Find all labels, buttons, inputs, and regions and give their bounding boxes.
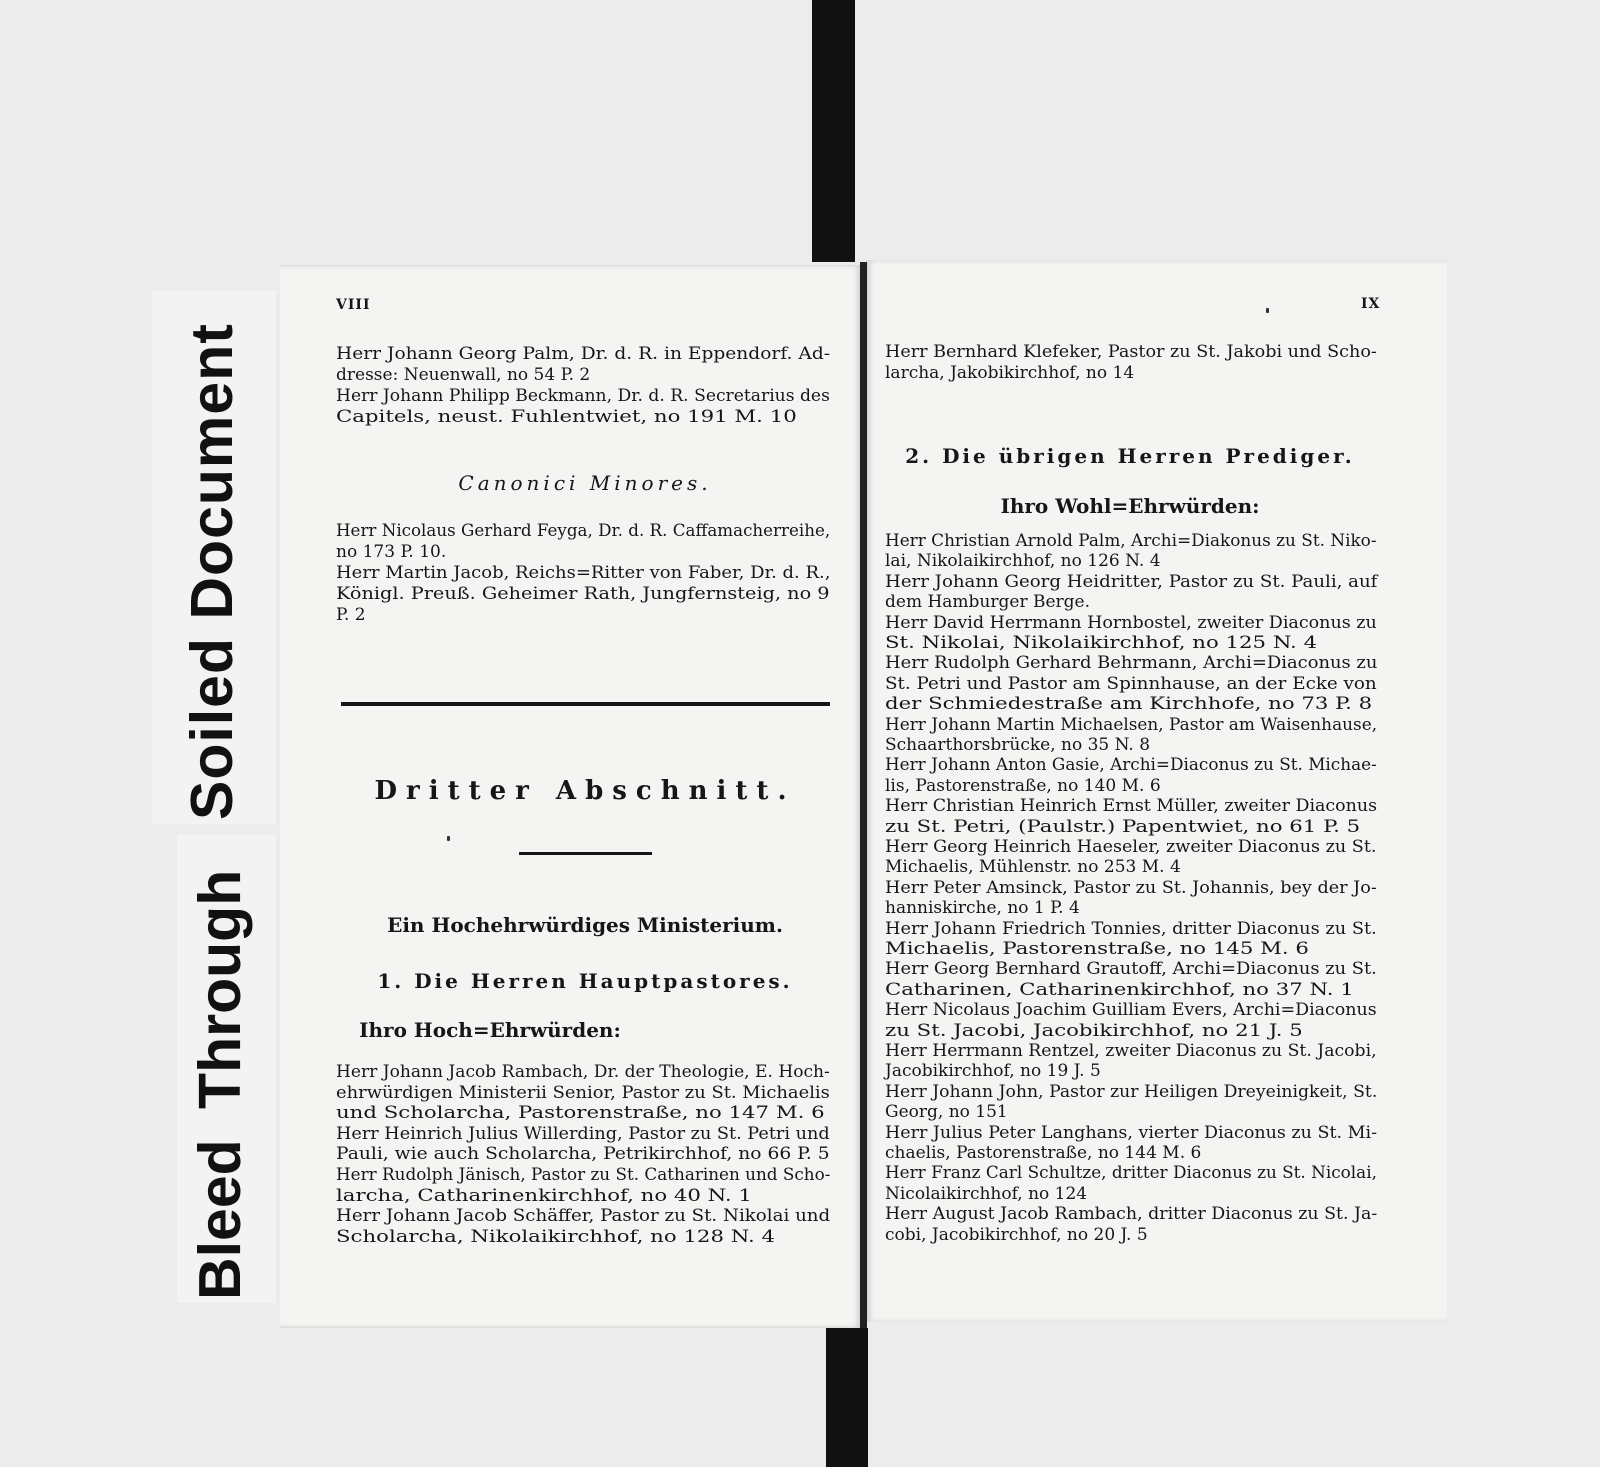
ink-speck [1266, 308, 1269, 313]
entry-line-continuation: larcha, Jakobikirchhof, no 14 [885, 363, 1135, 383]
entry-line-continuation: Königl. Preuß. Geheimer Rath, Jungfernsteig, no 9 [336, 584, 830, 604]
entry-line-continuation: St. Petri und Pastor am Spinnhause, an der Ecke von [885, 673, 1377, 694]
entry-line-continuation: Pauli, wie auch Scholarcha, Petrikirchhof, no 66 P. 5 [336, 1144, 830, 1165]
binding-strip-bottom [826, 1328, 868, 1467]
section-rule [341, 702, 830, 706]
entry-line-continuation: Schaarthorsbrücke, no 35 N. 8 [885, 735, 1151, 755]
entry-line-start: Herr Georg Heinrich Haeseler, zweiter Diaconus zu St. [885, 837, 1377, 857]
entry-line-start: Herr Georg Bernhard Grautoff, Archi=Diaconus zu St. [885, 959, 1377, 980]
entry-line-continuation: St. Nikolai, Nikolaikirchhof, no 125 N. 4 [885, 633, 1318, 653]
entry-line-continuation: und Scholarcha, Pastorenstraße, no 147 M. 6 [336, 1103, 825, 1124]
heading-hauptpastores: 1. Die Herren Hauptpastores. [377, 969, 793, 993]
entry-line-continuation: Georg, no 151 [885, 1102, 1008, 1123]
entry-line-continuation: Catharinen, Catharinenkirchhof, no 37 N. 1 [885, 979, 1354, 1000]
entry-line-start: Herr Heinrich Julius Willerding, Pastor zu St. Petri und [336, 1123, 830, 1144]
entry-line-start: Herr Herrmann Rentzel, zweiter Diaconus zu St. Jacobi, [885, 1041, 1377, 1061]
entry-line-start: Herr Johann Jacob Rambach, Dr. der Theologie, E. Hoch- [336, 1062, 830, 1082]
binding-strip-top [812, 0, 855, 262]
entry-line-continuation: Scholarcha, Nikolaikirchhof, no 128 N. 4 [336, 1226, 775, 1247]
ink-speck [447, 836, 450, 841]
right-page-number: IX [1361, 296, 1381, 312]
entry-line-start: Herr Martin Jacob, Reichs=Ritter von Faber, Dr. d. R., [336, 563, 831, 583]
entry-line-start: Herr David Herrmann Hornbostel, zweiter Diaconus zu [885, 612, 1377, 633]
entry-line-start: Herr Peter Amsinck, Pastor zu St. Johannis, bey der Jo- [885, 877, 1377, 898]
heading-dritter-abschnitt: Dritter Abschnitt. [374, 776, 796, 806]
entry-line-start: Herr Bernhard Klefeker, Pastor zu St. Jakobi und Scho- [885, 342, 1377, 362]
entry-line-start: Herr Rudolph Gerhard Behrmann, Archi=Diaconus zu [885, 653, 1378, 674]
entry-line-continuation: lai, Nikolaikirchhof, no 126 N. 4 [885, 551, 1161, 572]
entry-line-continuation: Jacobikirchhof, no 19 J. 5 [885, 1061, 1101, 1082]
heading-ministerium: Ein Hochehrwürdiges Ministerium. [387, 913, 783, 937]
entry-line-continuation: zu St. Petri, (Paulstr.) Papentwiet, no 61 P. 5 [885, 816, 1361, 837]
book-gutter [860, 262, 867, 1328]
entry-line-continuation: larcha, Catharinenkirchhof, no 40 N. 1 [336, 1185, 752, 1206]
entry-line-continuation: Michaelis, Mühlenstr. no 253 M. 4 [885, 857, 1181, 878]
entry-line-start: Herr Johann Friedrich Tonnies, dritter Diaconus zu St. [885, 918, 1377, 939]
entry-line-start: Herr Christian Heinrich Ernst Müller, zweiter Diaconus [885, 796, 1378, 817]
entry-line-start: Herr Johann Georg Heidritter, Pastor zu St. Pauli, auf [885, 571, 1378, 592]
entry-line-start: Herr Rudolph Jänisch, Pastor zu St. Catharinen und Scho- [336, 1165, 831, 1185]
entry-line-start: Herr August Jacob Rambach, dritter Diaconus zu St. Ja- [885, 1204, 1378, 1225]
heading-hoch-ehrwuerden: Ihro Hoch=Ehrwürden: [359, 1018, 621, 1042]
entry-line-continuation: der Schmiedestraße am Kirchhofe, no 73 P. 8 [885, 694, 1373, 715]
entry-line-continuation: P. 2 [336, 605, 366, 625]
heading-uebrige-prediger: 2. Die übrigen Herren Prediger. [905, 444, 1355, 468]
entry-line-continuation: ehrwürdigen Ministerii Senior, Pastor zu St. Michaelis [336, 1082, 830, 1103]
heading-canonici-minores: Canonici Minores. [458, 471, 712, 495]
entry-line-start: Herr Johann Jacob Schäffer, Pastor zu St. Nikolai und [336, 1206, 831, 1227]
entry-line-start: Herr Nicolaus Gerhard Feyga, Dr. d. R. Caffamacherreihe, [336, 521, 831, 541]
soiled-document-label: Soiled Document [179, 323, 245, 820]
entry-line-continuation: zu St. Jacobi, Jacobikirchhof, no 21 J. 5 [885, 1020, 1303, 1041]
entry-line-start: Herr Johann Anton Gasie, Archi=Diaconus zu St. Michae- [885, 755, 1377, 776]
entry-line-start: Herr Johann Martin Michaelsen, Pastor am Waisenhause, [885, 714, 1378, 735]
left-page-number: VIII [336, 297, 371, 313]
entry-line-continuation: Michaelis, Pastorenstraße, no 145 M. 6 [885, 939, 1309, 959]
bleed-through-label: Bleed Through [187, 869, 253, 1300]
entry-line-start: Herr Julius Peter Langhans, vierter Diaconus zu St. Mi- [885, 1122, 1378, 1143]
entry-line-continuation: chaelis, Pastorenstraße, no 144 M. 6 [885, 1143, 1202, 1163]
entry-line-continuation: Capitels, neust. Fuhlentwiet, no 191 M. 10 [336, 407, 797, 427]
entry-line-continuation: dresse: Neuenwall, no 54 P. 2 [336, 365, 591, 385]
entry-line-start: Herr Johann Georg Palm, Dr. d. R. in Eppendorf. Ad- [336, 344, 831, 364]
entry-line-continuation: no 173 P. 10. [336, 542, 447, 562]
entry-line-continuation: hanniskirche, no 1 P. 4 [885, 898, 1080, 919]
entry-line-start: Herr Johann John, Pastor zur Heiligen Dreyeinigkeit, St. [885, 1081, 1378, 1102]
entry-line-continuation: dem Hamburger Berge. [885, 592, 1091, 613]
entry-line-start: Herr Christian Arnold Palm, Archi=Diakonus zu St. Niko- [885, 531, 1377, 551]
heading-wohl-ehrwuerden: Ihro Wohl=Ehrwürden: [1000, 494, 1260, 518]
entry-line-continuation: lis, Pastorenstraße, no 140 M. 6 [885, 775, 1161, 796]
short-rule [519, 852, 652, 855]
entry-line-start: Herr Nicolaus Joachim Guilliam Evers, Archi=Diaconus [885, 1000, 1377, 1021]
entry-line-continuation: Nicolaikirchhof, no 124 [885, 1183, 1088, 1204]
entry-line-start: Herr Franz Carl Schultze, dritter Diaconus zu St. Nicolai, [885, 1163, 1377, 1184]
entry-line-start: Herr Johann Philipp Beckmann, Dr. d. R. Secretarius des [336, 386, 830, 406]
entry-line-continuation: cobi, Jacobikirchhof, no 20 J. 5 [885, 1224, 1148, 1245]
